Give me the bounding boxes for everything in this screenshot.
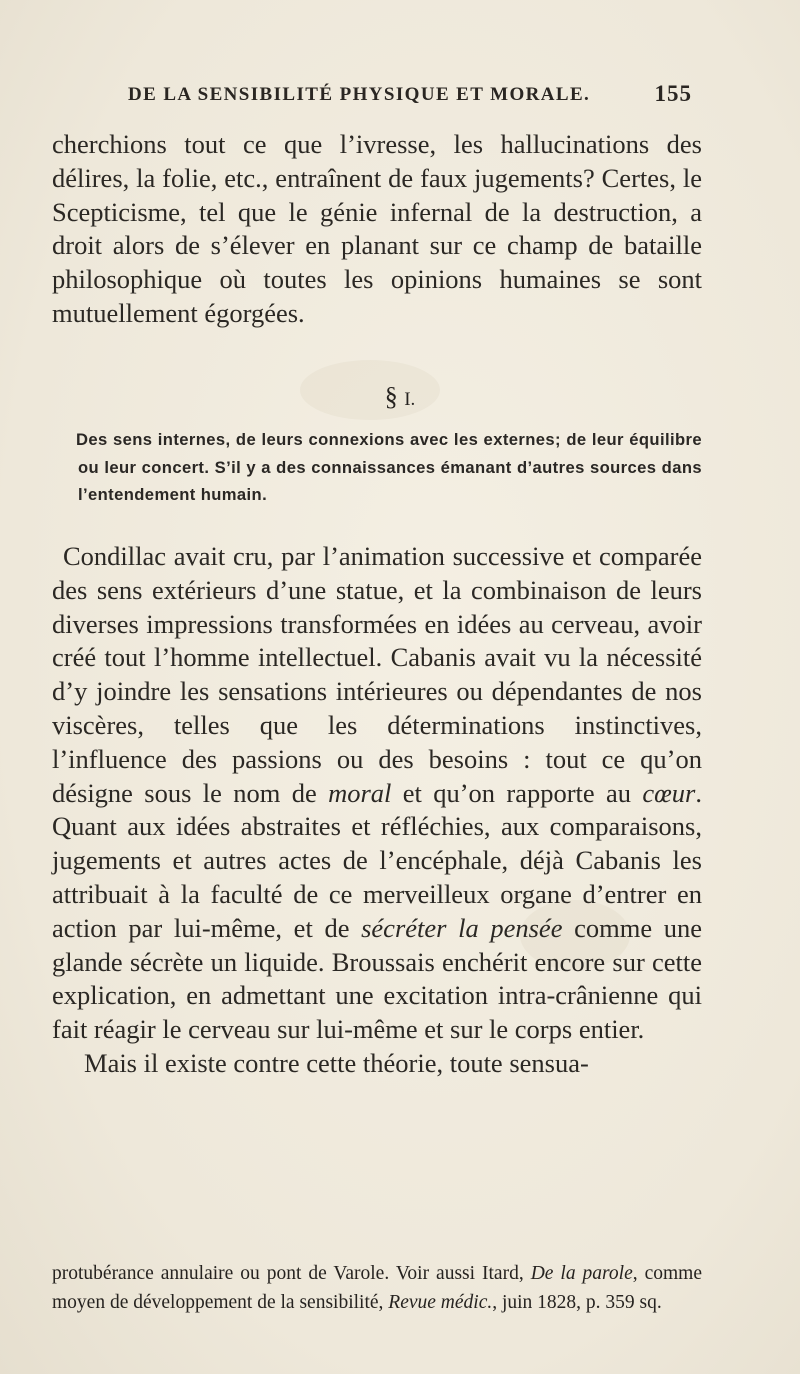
intro-paragraph-block (52, 128, 702, 331)
footnote (52, 1260, 702, 1318)
main-text-run: . Quant aux idées abstraites et réfléchies, aux comparaisons, jugements et autres actes de l’encéphale, déjà Cabanis les attribuait à la faculté de ce merveilleux organe d’entrer en action par lui-même, et de (52, 777, 702, 943)
page-number: 155 (654, 81, 692, 106)
italic-term: moral (328, 777, 392, 808)
main-text-run: comme une glande sécrète un liquide. Broussais enchérit encore sur cette explication, en admettant une excitation intra-crânienne qui fait réagir le cerveau sur lui-même et sur le corps entier. (52, 912, 702, 1045)
main-paragraph (52, 540, 702, 1047)
main-text-run: Condillac avait cru, par l’animation successive et comparée des sens extérieurs d’une statue, et la combinaison de leurs diverses impressions transformées en idées au cerveau, avoir créé tout l’homme intellectuel. Cabanis avait vu la nécessité d’y joindre les sensations intérieures ou dépendantes de nos viscères, telles que les déterminations instinctives, l’influence des passions ou des besoins : tout ce qu’on désigne sous le nom de (52, 541, 702, 808)
footnote-text (52, 1260, 702, 1318)
continuation-line: Mais il existe contre cette théorie, toute sensua- (84, 1047, 589, 1078)
intro-paragraph: cherchions tout ce que l’ivresse, les hallucinations des délires, la folie, etc., entraînent de faux jugements? Certes, le Scepticisme, tel que le génie infernal de la destruction, a droit alors de s’élever en planant sur ce champ de bataille philosophique où toutes les opinions humaines se sont mutuellement égorgées. (52, 129, 702, 328)
footnote-run: , juin 1828, p. 359 sq. (492, 1291, 662, 1313)
footnote-run: , comme moyen de développement de la sensibilité, (52, 1263, 702, 1313)
main-text-run: et qu’on rapporte au (391, 777, 643, 808)
running-head-title: DE LA SENSIBILITÉ PHYSIQUE ET MORALE. (128, 84, 591, 105)
footnote-italic: Revue médic. (388, 1291, 493, 1313)
main-text-block (52, 540, 702, 1081)
italic-term: sécréter la pensée (361, 912, 563, 943)
section-summary-block (78, 426, 702, 509)
footnote-run: protubérance annulaire ou pont de Varole. Voir aussi Itard, (52, 1263, 531, 1284)
section-heading (0, 382, 800, 412)
section-number: I. (404, 389, 416, 410)
running-head (128, 81, 692, 106)
section-symbol: § (384, 382, 398, 411)
footnote-italic: De la parole (530, 1263, 633, 1284)
italic-term: cœur (642, 777, 696, 808)
section-summary: Des sens internes, de leurs connexions avec les externes; de leur équilibre ou leur concert. S’il y a des connaissances émanant d’autres sources dans l’entendement humain. (76, 430, 702, 504)
